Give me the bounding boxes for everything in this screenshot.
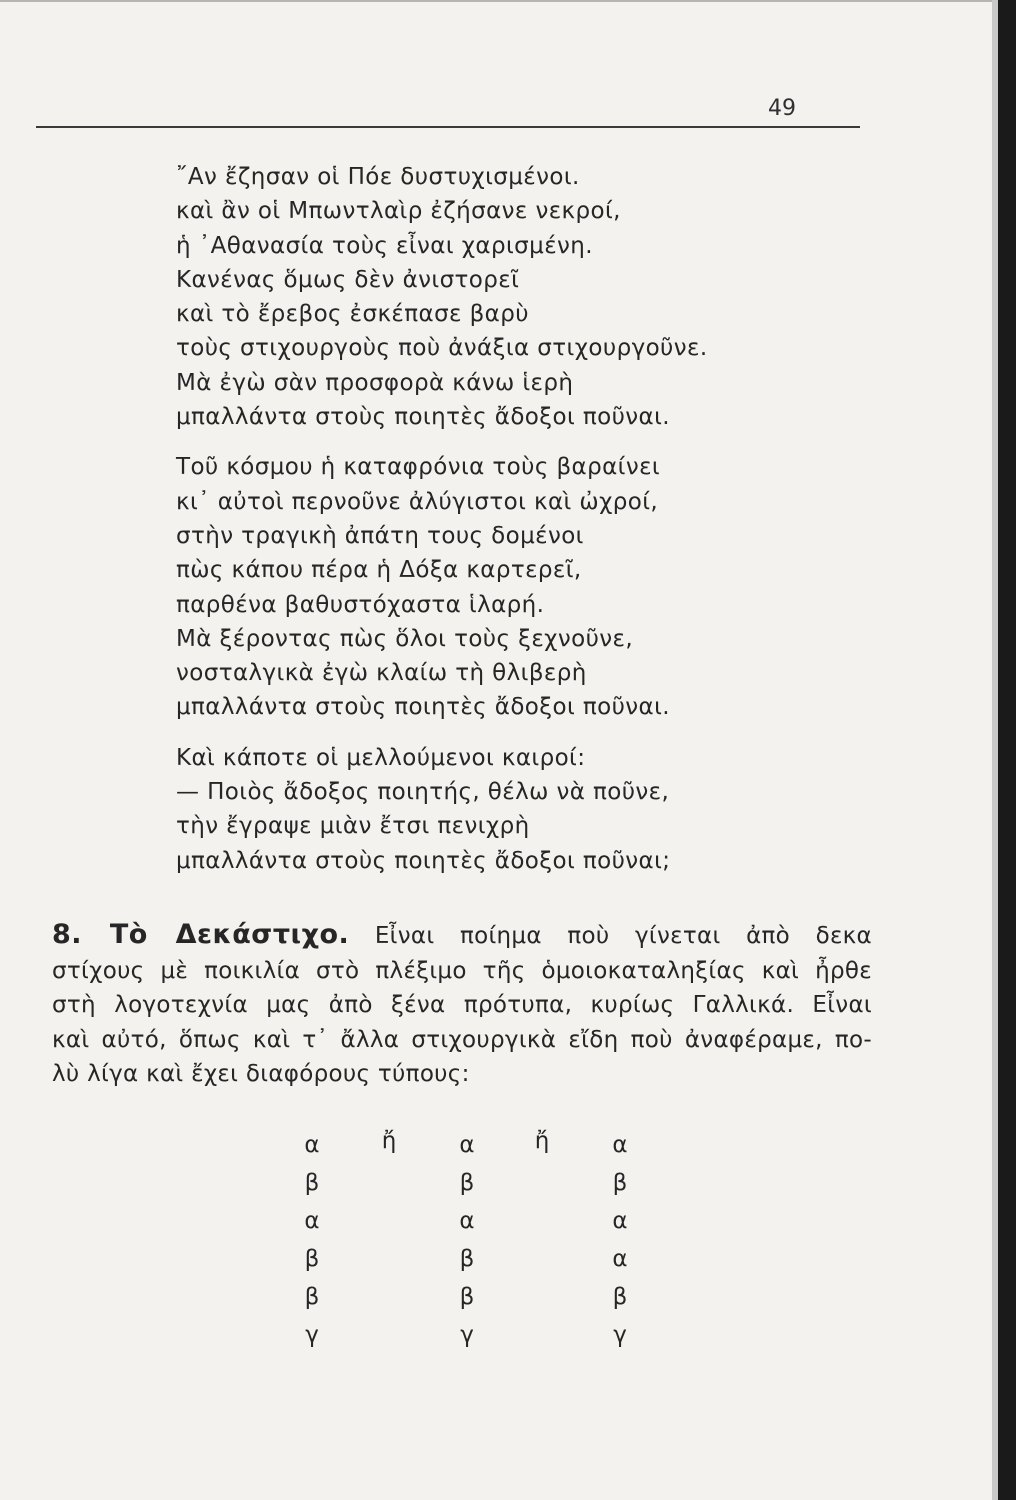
verse-line: καὶ ἂν οἱ Μπωντλαὶρ ἐζήσανε νεκροί, [176, 198, 621, 225]
scheme-letter: α [304, 1132, 320, 1158]
verse-line: Καὶ κάποτε οἱ μελλούμενοι καιροί: [176, 744, 586, 771]
page-top-edge [0, 0, 1016, 2]
verse-line: μπαλλάντα στοὺς ποιητὲς ἄδοξοι ποῦναι. [176, 404, 670, 431]
verse-line: Μὰ ἐγὼ σὰν προσφορὰ κάνω ἱερὴ [176, 369, 574, 396]
scheme-letter: α [459, 1208, 475, 1234]
scheme-letter: α [612, 1246, 628, 1272]
stanza [176, 450, 896, 724]
scheme-letter: γ [460, 1322, 474, 1348]
header-rule [36, 126, 860, 128]
scheme-letter: β [459, 1284, 475, 1310]
verse-line: ῎Αν ἔζησαν οἱ Πόε δυστυχισμένοι. [176, 164, 580, 190]
paragraph-line: στίχους μὲ ποικιλία στὸ πλέξιμο τῆς ὁμοιοκαταληξίας καὶ ἦρθε [52, 957, 872, 984]
paragraph-text: Εἶναι ποίημα ποὺ γίνεται ἀπὸ δεκα [349, 923, 872, 949]
paragraph-line: λὺ λίγα καὶ ἔχει διαφόρους τύπους: [52, 1061, 470, 1087]
paragraph-line [52, 918, 872, 954]
scheme-letter: β [304, 1246, 320, 1272]
stanza [176, 160, 896, 434]
scheme-letter: γ [305, 1322, 319, 1348]
verse-line: τὴν ἔγραψε μιὰν ἔτσι πενιχρὴ [176, 813, 530, 840]
verse-line: νοσταλγικὰ ἐγὼ κλαίω τὴ θλιβερὴ [176, 660, 587, 687]
scheme-letter: α [612, 1132, 628, 1158]
section-heading: 8. Τὸ Δεκάστιχο. [52, 919, 350, 950]
paragraph-line: στὴ λογοτεχνία μας ἀπὸ ξένα πρότυπα, κυρίως Γαλλικά. Εἶναι [52, 992, 872, 1018]
verse-line: ἡ ᾿Αθανασία τοὺς εἶναι χαρισμένη. [176, 232, 593, 259]
scheme-letter: β [304, 1284, 320, 1310]
verse-line: μπαλλάντα στοὺς ποιητὲς ἄδοξοι ποῦναι; [176, 847, 671, 874]
rhyme-scheme-table [0, 1128, 1016, 1348]
scheme-letter: α [304, 1208, 320, 1234]
stanza [176, 741, 896, 878]
scheme-separator: ἤ [381, 1128, 397, 1154]
scheme-letter: γ [613, 1322, 627, 1348]
verse-line: τοὺς στιχουργοὺς ποὺ ἀνάξια στιχουργοῦνε. [176, 335, 708, 362]
verse-line: Κανένας ὅμως δὲν ἀνιστορεῖ [176, 266, 520, 293]
scheme-letter: α [612, 1208, 628, 1234]
scheme-letter: β [612, 1284, 628, 1310]
verse-line: κι᾿ αὐτοὶ περνοῦνε ἀλύγιστοι καὶ ὠχροί, [176, 488, 659, 515]
scheme-separator: ἤ [534, 1128, 550, 1154]
poem [176, 160, 896, 894]
verse-line: μπαλλάντα στοὺς ποιητὲς ἄδοξοι ποῦναι. [176, 694, 670, 721]
verse-line: παρθένα βαθυστόχαστα ἱλαρή. [176, 591, 545, 618]
section-dekastixo [52, 918, 872, 1092]
scheme-letter: β [459, 1246, 475, 1272]
scheme-letter: β [459, 1170, 475, 1196]
verse-line: — Ποιὸς ἄδοξος ποιητής, θέλω νὰ ποῦνε, [176, 779, 670, 806]
verse-line: στὴν τραγικὴ ἀπάτη τους δομένοι [176, 522, 584, 549]
scheme-letter: α [459, 1132, 475, 1158]
verse-line: πὼς κάπου πέρα ἡ Δόξα καρτερεῖ, [176, 557, 582, 584]
verse-line: Τοῦ κόσμου ἡ καταφρόνια τοὺς βαραίνει [176, 454, 661, 481]
verse-line: καὶ τὸ ἔρεβος ἐσκέπασε βαρὺ [176, 301, 529, 328]
scheme-letter: β [612, 1170, 628, 1196]
scheme-letter: β [304, 1170, 320, 1196]
page-number: 49 [768, 96, 796, 121]
verse-line: Μὰ ξέροντας πὼς ὅλοι τοὺς ξεχνοῦνε, [176, 625, 634, 652]
paragraph-line: καὶ αὐτό, ὅπως καὶ τ᾿ ἄλλα στιχουργικὰ εἴδη ποὺ ἀναφέραμε, πο- [52, 1026, 872, 1053]
